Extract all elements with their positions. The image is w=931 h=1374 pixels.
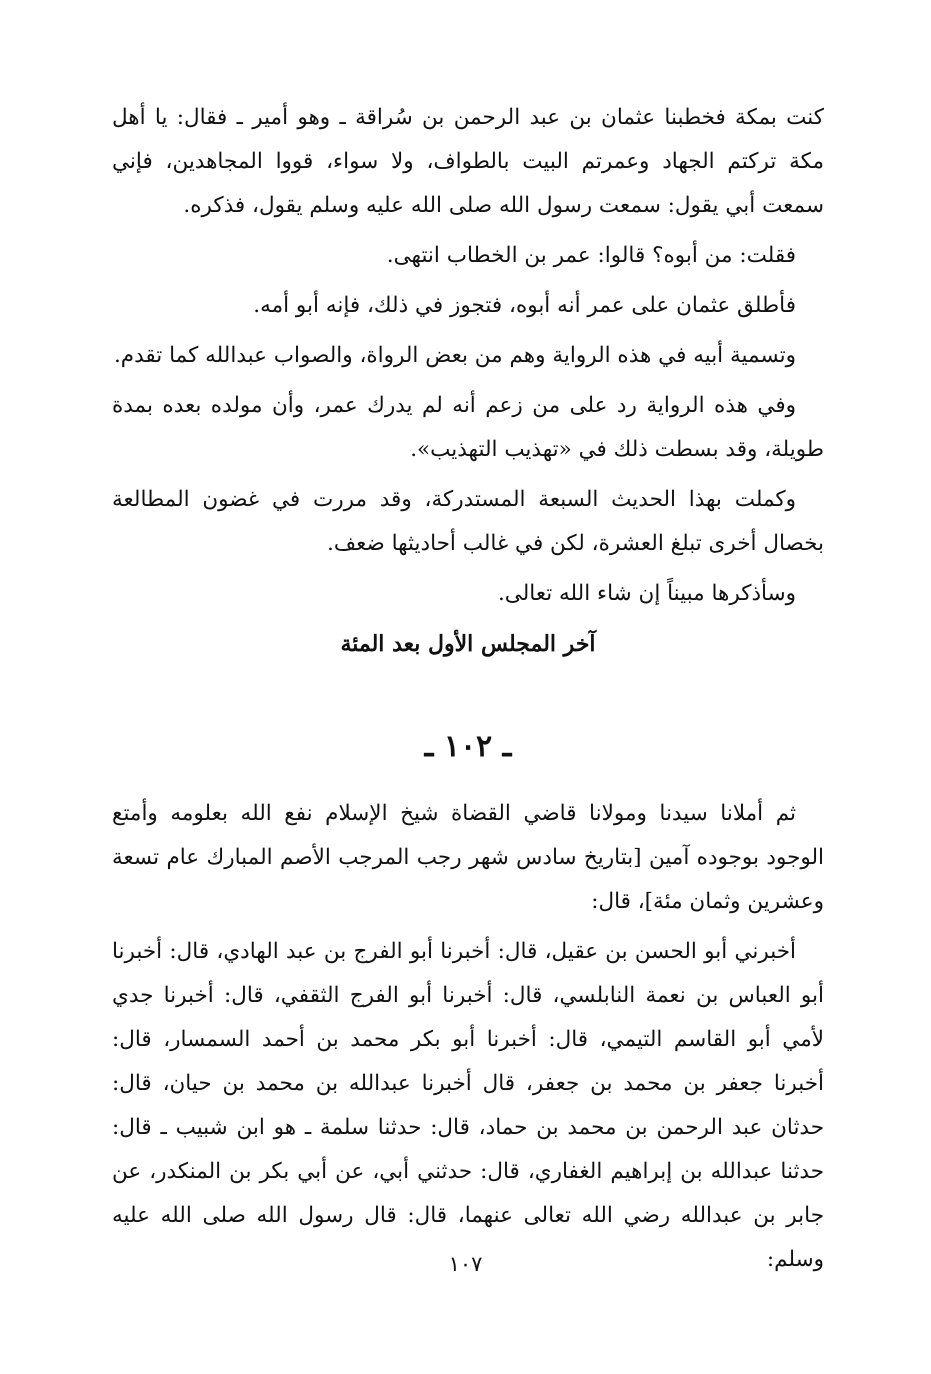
section-number-heading: ـ ١٠٢ ـ (424, 729, 512, 764)
paragraph-completion: وكملت بهذا الحديث السبعة المستدركة، وقد مررت في غضون المطالعة بخصال أخرى تبلغ العشرة، لكن في غالب أحاديثها ضعف. (112, 487, 824, 556)
session-closing-heading: آخر المجلس الأول بعد المئة (340, 631, 596, 657)
paragraph-naming-note: وتسمية أبيه في هذه الرواية وهم من بعض الرواة، والصواب عبدالله كما تقدم. (113, 343, 796, 368)
paragraph-promise: وسأذكرها مبيناً إن شاء الله تعالى. (497, 581, 796, 606)
paragraph-dictation-intro: ثم أملانا سيدنا ومولانا قاضي القضاة شيخ الإسلام نفع الله بعلومه وأمتع الوجود بوجوده آمين [بتاريخ سادس شهر رجب المرجب الأصم المبارك عام تسعة وعشرين وثمان مئة]، قال: (112, 801, 824, 914)
paragraph-narration: كنت بمكة فخطبنا عثمان بن عبد الرحمن بن سُراقة ـ وهو أمير ـ فقال: يا أهل مكة تركتم الجهاد وعمرتم البيت بالطواف، ولا سواء، قووا المجاهدين، فإني سمعت أبي يقول: سمعت رسول الله صلى الله عليه وسلم يقول، فذكره. (112, 105, 824, 218)
page-body (112, 96, 824, 1288)
paragraph-father-question: فقلت: من أبوه؟ قالوا: عمر بن الخطاب انتهى. (386, 243, 796, 268)
page-number: ١٠٧ (448, 1252, 483, 1276)
paragraph-isnad-chain: أخبرني أبو الحسن بن عقيل، قال: أخبرنا أبو الفرج بن عبد الهادي، قال: أخبرنا أبو العباس بن نعمة النابلسي، قال: أخبرنا أبو الفرج الثقفي، قال: أخبرنا جدي لأمي أبو القاسم التيمي، قال: أخبرنا أبو بكر محمد بن أحمد السمسار، قال: أخبرنا جعفر بن محمد بن جعفر، قال أخبرنا عبدالله بن محمد بن حيان، قال: حدثان عبد الرحمن بن محمد بن حماد، قال: حدثنا سلمة ـ هو ابن شبيب ـ قال: حدثنا عبدالله بن إبراهيم الغفاري، قال: حدثني أبي، عن أبي بكر بن المنكدر، عن جابر بن عبدالله رضي الله تعالى عنهما، قال: قال رسول الله صلى الله عليه وسلم: (112, 939, 824, 1272)
paragraph-rebuttal: وفي هذه الرواية رد على من زعم أنه لم يدرك عمر، وأن مولده بعده بمدة طويلة، وقد بسطت ذلك في «تهذيب التهذيب». (112, 393, 824, 462)
paragraph-uthman-father: فأطلق عثمان على عمر أنه أبوه، فتجوز في ذلك، فإنه أبو أمه. (253, 293, 796, 318)
